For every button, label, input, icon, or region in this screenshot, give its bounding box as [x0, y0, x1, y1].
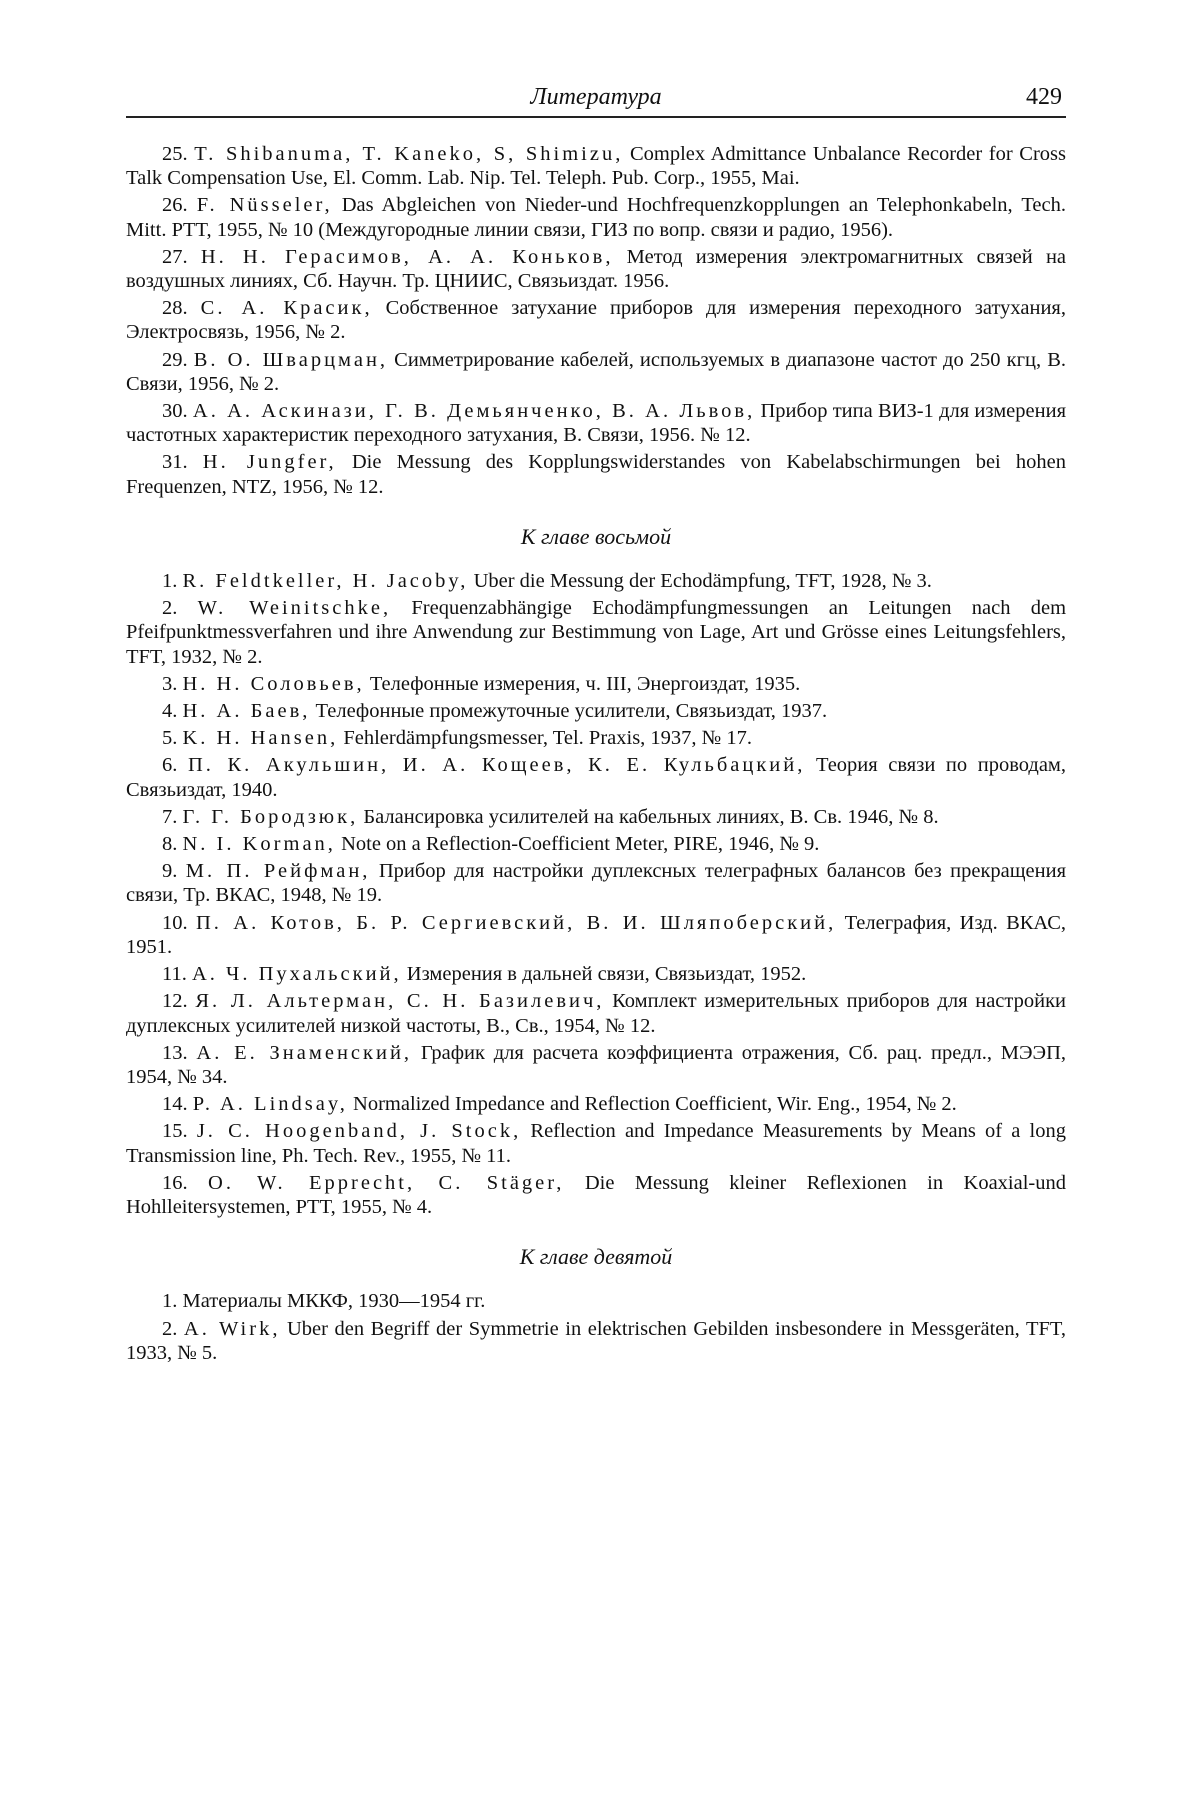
reference-authors: N. I. Korman,	[182, 833, 336, 856]
reference-entry	[126, 911, 1066, 959]
reference-authors: R. Feldtkeller, H. Jacoby,	[182, 570, 469, 593]
reference-authors: P. A. Lindsay,	[192, 1093, 348, 1116]
reference-authors: П. К. Акульшин, И. А. Кощеев, К. Е. Кульбацкий,	[187, 754, 806, 777]
reference-number: 28.	[162, 297, 188, 320]
reference-number: 31.	[162, 451, 188, 474]
reference-authors: П. А. Котов, Б. Р. Сергиевский, В. И. Шляпоберский,	[195, 911, 837, 934]
reference-authors: А. А. Аскинази, Г. В. Демьянченко, В. А. Львов,	[192, 400, 756, 423]
reference-number: 13.	[162, 1041, 188, 1064]
reference-entry	[126, 193, 1066, 241]
reference-entry	[126, 962, 1066, 986]
reference-entry	[126, 1289, 1066, 1313]
reference-text: Uber den Begriff der Symmetrie in elektrischen Gebilden insbesondere in Messgeräten, TFT, 1933, № 5.	[126, 1317, 1067, 1364]
reference-text: Note on a Reflection-Coefficient Meter, PIRE, 1946, № 9.	[335, 833, 820, 856]
reference-text: Прибор типа ВИЗ-1 для измерения частотных характеристик переходного затухания, В. Связи, 1956. № 12.	[126, 400, 1066, 447]
reference-authors: А. Ч. Пухальский,	[192, 963, 402, 986]
reference-text: График для расчета коэффициента отражения, Сб. рац. предл., МЭЭП, 1954, № 34.	[126, 1041, 1067, 1088]
references-content	[126, 142, 1066, 1368]
reference-entry	[126, 859, 1066, 907]
reference-authors: W. Weinitschke,	[197, 597, 392, 620]
reference-number: 10.	[162, 911, 188, 934]
reference-entry	[126, 596, 1066, 669]
reference-entry	[126, 1171, 1066, 1219]
reference-entry	[126, 989, 1066, 1037]
reference-entry	[126, 753, 1066, 801]
reference-entry	[126, 348, 1066, 396]
page-number: 429	[1026, 84, 1062, 110]
reference-number: 26.	[162, 194, 188, 217]
reference-text: Теория связи по проводам, Связьиздат, 1940.	[126, 754, 1067, 801]
reference-number: 2.	[162, 597, 178, 620]
reference-number: 15.	[162, 1120, 188, 1143]
reference-authors: H. Jungfer,	[202, 451, 337, 474]
reference-authors: С. А. Красик,	[200, 297, 373, 320]
reference-number: 16.	[162, 1171, 188, 1194]
reference-authors: Н. А. Баев,	[182, 700, 311, 723]
reference-entry	[126, 1092, 1066, 1116]
reference-authors: В. О. Шварцман,	[193, 348, 389, 371]
reference-entry	[126, 450, 1066, 498]
reference-text: Симметрирование кабелей, используемых в диапазоне частот до 250 кгц, В. Связи, 1956, № 2.	[126, 348, 1066, 395]
reference-text: Метод измерения электромагнитных связей на воздушных линиях, Сб. Научн. Тр. ЦНИИС, Связьиздат. 1956.	[126, 245, 1067, 293]
reference-number: 12.	[162, 990, 188, 1013]
reference-text: Прибор для настройки дуплексных телеграфных балансов без прекращения связи, Тр. ВКАС, 1948, № 19.	[126, 860, 1067, 907]
reference-entry	[126, 245, 1066, 293]
reference-authors: O. W. Epprecht, C. Stäger,	[208, 1171, 565, 1194]
reference-authors: T. Shibanuma, T. Kaneko, S, Shimizu,	[194, 143, 624, 165]
reference-text: Телефонные измерения, ч. III, Энергоиздат, 1935.	[364, 672, 801, 695]
reference-authors: Г. Г. Бородзюк,	[182, 805, 359, 828]
reference-authors: М. П. Рейфман,	[185, 860, 371, 883]
references-chapter-seven-tail	[126, 142, 1066, 499]
reference-text: Die Messung kleiner Reflexionen in Koaxial-und Hohlleitersystemen, PTT, 1955, № 4.	[126, 1171, 1066, 1218]
reference-authors: J. C. Hoogenband, J. Stock,	[196, 1120, 522, 1143]
reference-entry	[126, 296, 1066, 344]
reference-text: Измерения в дальней связи, Связьиздат, 1952.	[401, 963, 807, 986]
reference-text: Reflection and Impedance Measurements by Means of a long Transmission line, Ph. Tech. Rev., 1955, № 11.	[126, 1120, 1067, 1167]
reference-entry	[126, 1317, 1066, 1365]
reference-number: 3.	[162, 672, 178, 695]
reference-entry	[126, 569, 1066, 593]
reference-text: Normalized Impedance and Reflection Coefficient, Wir. Eng., 1954, № 2.	[347, 1093, 957, 1116]
reference-text: Fehlerdämpfungsmesser, Tel. Praxis, 1937, № 17.	[338, 727, 752, 750]
reference-text: Das Abgleichen von Nieder-und Hochfrequenzkopplungen an Telephonkabeln, Tech. Mitt. PTT, 1955, № 10 (Междугородные линии связи, ГИЗ по вопр. связи и радио, 1956).	[126, 194, 1067, 241]
reference-text: Телефонные промежуточные усилители, Связьиздат, 1937.	[310, 700, 828, 723]
reference-text: Материалы МККФ, 1930—1954 гг.	[182, 1290, 486, 1313]
reference-entry	[126, 805, 1066, 829]
reference-authors: Я. Л. Альтерман, С. Н. Базилевич,	[195, 990, 605, 1013]
reference-authors: A. Wirk,	[183, 1317, 281, 1340]
reference-text: Uber die Messung der Echodämpfung, TFT, 1928, № 3.	[468, 570, 932, 593]
reference-number: 2.	[162, 1317, 178, 1340]
reference-number: 9.	[162, 860, 178, 883]
reference-number: 30.	[162, 400, 188, 423]
reference-authors: F. Nüsseler,	[196, 194, 333, 217]
page-header	[126, 80, 1066, 118]
reference-authors: K. H. Hansen,	[182, 727, 339, 750]
reference-number: 1.	[162, 1290, 178, 1313]
reference-number: 11.	[162, 963, 187, 986]
reference-authors: Н. Н. Соловьев,	[182, 672, 365, 695]
reference-text: Собственное затухание приборов для измерения переходного затухания, Электросвязь, 1956, № 2.	[126, 297, 1066, 344]
reference-text: Die Messung des Kopplungswiderstandes von Kabelabschirmungen bei hohen Frequenzen, NTZ, 1956, № 12.	[126, 451, 1067, 498]
reference-number: 8.	[162, 833, 178, 856]
reference-number: 25.	[162, 143, 188, 165]
reference-number: 4.	[162, 700, 178, 723]
references-chapter-eight	[126, 569, 1066, 1219]
reference-entry	[126, 1041, 1066, 1089]
reference-entry	[126, 726, 1066, 750]
reference-number: 1.	[162, 570, 178, 593]
reference-text: Телеграфия, Изд. ВКАС, 1951.	[126, 911, 1067, 958]
reference-number: 7.	[162, 805, 178, 828]
references-chapter-nine	[126, 1289, 1066, 1365]
reference-number: 27.	[162, 245, 188, 268]
reference-entry	[126, 399, 1066, 447]
reference-text: Complex Admittance Unbalance Recorder for Cross Talk Compensation Use, El. Comm. Lab. Nip. Tel. Teleph. Pub. Corp., 1955, Mai.	[126, 143, 1067, 190]
reference-entry	[126, 832, 1066, 856]
running-title: Литература	[530, 84, 662, 110]
reference-text: Frequenzabhängige Echodämpfungmessungen an Leitungen nach dem Pfeifpunktmessverfahren und ihre Anwendung zur Bestimmung von Lage, Art und Grösse eines Leitungsfehlers, TFT, 1932, № 2.	[126, 597, 1067, 668]
reference-number: 14.	[162, 1093, 188, 1116]
reference-number: 29.	[162, 348, 188, 371]
reference-authors: А. Е. Знаменский,	[196, 1041, 413, 1064]
reference-text: Комплект измерительных приборов для настройки дуплексных усилителей низкой частоты, В., Св., 1954, № 12.	[126, 990, 1067, 1037]
reference-entry	[126, 672, 1066, 696]
reference-text: Балансировка усилителей на кабельных линиях, В. Св. 1946, № 8.	[358, 805, 939, 828]
reference-entry	[126, 1119, 1066, 1167]
reference-number: 5.	[162, 727, 178, 750]
reference-entry	[126, 142, 1066, 190]
section-heading-chapter-eight: К главе восьмой	[520, 523, 672, 549]
section-heading-chapter-nine: К главе девятой	[519, 1244, 673, 1270]
reference-entry	[126, 699, 1066, 723]
reference-authors: Н. Н. Герасимов, А. А. Коньков,	[200, 245, 614, 268]
reference-number: 6.	[162, 754, 178, 777]
